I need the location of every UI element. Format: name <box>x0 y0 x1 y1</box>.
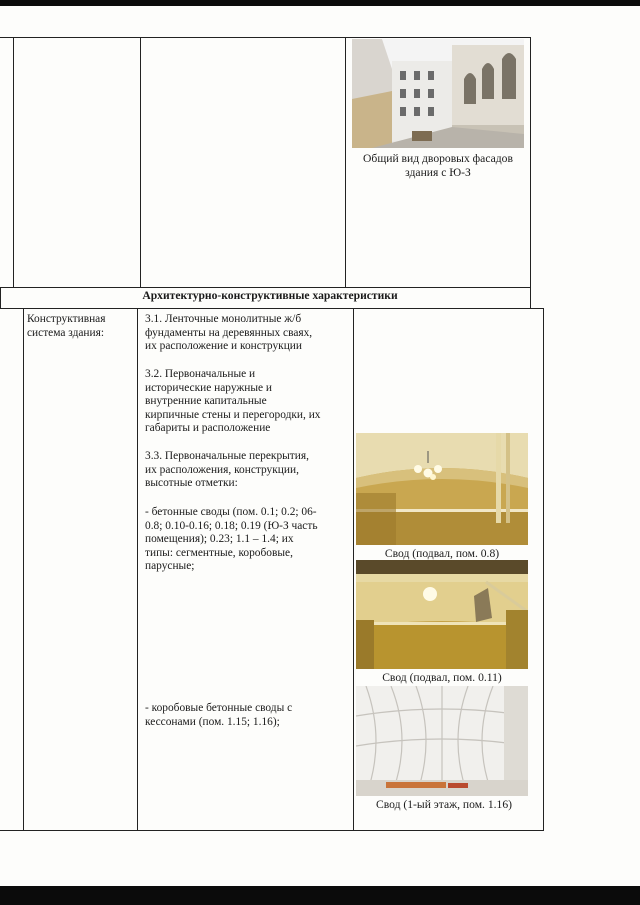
vault-0-11-caption: Свод (подвал, пом. 0.11) <box>382 671 502 684</box>
item-concrete-vaults: - бетонные своды (пом. 0.1; 0.2; 06- 0.8; 0.10-0.16; 0.18; 0.19 (Ю-З часть помещения); 0.23; 1.1 – 1.4; их типы: сегментные, коробовые, парусные; <box>145 506 318 573</box>
vault-first-floor-1-16-photo <box>356 686 528 796</box>
section-heading: Архитектурно-конструктивные характеристики <box>142 289 398 302</box>
courtyard-photo-caption: Общий вид дворовых фасадов здания с Ю-З <box>363 152 513 179</box>
vault-basement-0-8-photo <box>356 433 528 545</box>
courtyard-facade-photo <box>352 39 524 148</box>
item-3-3: 3.3. Первоначальные перекрытия, их расположения, конструкции, высотные отметки: <box>145 450 309 490</box>
item-3-1: 3.1. Ленточные монолитные ж/б фундаменты на деревянных сваях, их расположение и конструкции <box>145 313 313 353</box>
vault-1-16-caption: Свод (1-ый этаж, пом. 1.16) <box>376 798 512 811</box>
scan-top-border <box>0 0 640 6</box>
vault-basement-0-11-photo <box>356 560 528 669</box>
item-3-2: 3.2. Первоначальные и исторические наружные и внутренние капитальные кирпичные стены и перегородки, их габариты и расположение <box>145 368 321 435</box>
scan-bottom-border <box>0 886 640 905</box>
vault-0-8-caption: Свод (подвал, пом. 0.8) <box>384 547 500 560</box>
row-label: Конструктивная система здания: <box>27 313 106 339</box>
item-coffered-vaults: - коробовые бетонные своды с кессонами (пом. 1.15; 1.16); <box>145 702 293 728</box>
